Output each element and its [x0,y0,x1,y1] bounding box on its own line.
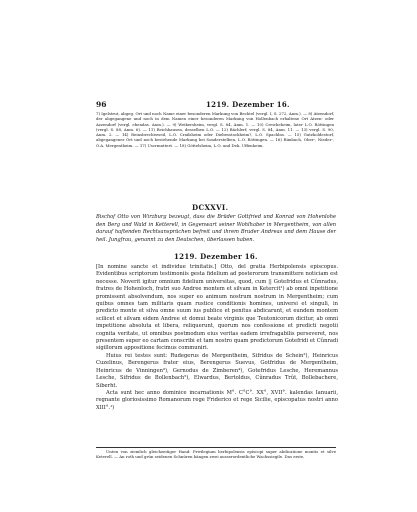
dating-paragraph: Acta sunt hec anno dominice incarnationis M°. C°C°. XX°, XVII°. kalendas Ianuarii, regnante gloriosissimo Romanorum rege Friderico et rege Sicilie, episcopatus nostri anno XIII°.¹) [96,389,338,411]
running-head: 1219. Dezember 16. [206,100,290,109]
charter-text [96,264,338,412]
witness-paragraph: Huius rei testes sunt: Rudegerus de Mergentheim, Sifridus de Schein²), Heinricus Cuzelinus, Berengerus frater eius, Berengerus Suevus, Gotfridus de Mergentheim, Heinricus de Vinningen³), Gernodus de Zimberen⁴), Gotefridus Lesche, Heremannus Lesche, Sifridus de Bollenbach⁵), Elwardus, Bertoldus, Cûnradus Trût, Bollebachere, Siberht. [96,352,338,389]
page-header [96,100,332,110]
footnote-block [96,449,336,459]
regest-text: Bischof Otto von Wirzburg bezeugt, dass die Brüder Gottfried und Konrad von Hohenlohe den Berg und Wald in Ketterell, in Gegenwart seiner Wohlhaber in Mergentheim, von allen darauf haftenden Rechtsansprüchen befreit und ihrem Bruder Andreas und dem Hause der heil. Jungfrau, genannt zu den Deutschen, überlassen haben. [96,214,336,243]
charter-paragraph: [In nomine sancte et individue trinitatis.] Otto, del gratia Herbipolensis episcopus. Evidentibus scriptorum testimoniis gesta fidelium ad posterorum transmittere noticiam est necesse. Noverit igitur omnium fidelium universitas, quod, cum || Gotefridus et Cûnradus, fratres de Hohenloch, fratri suo Andree montem et silvam in Ketercit¹) ab omni inpetitione promissent absolvendum, nos super eo animum nostrum nostrum in Mergentheim; cum quibus omnes tam militaris quam rustice conditionis homines, universi et singuli, in predicto monte et silva omne suum ius publice et penitus abdicarunt, et eundem montem scilicet et silvam eidem Andree et domui beate virginis que Teutonicorum dicitur, ab omni impetitione absoluta et libera, reliquerunt, quorum nos confessione et predicti negotii cognita veritate, ut omnibus postmodum eius veritas eadem irrefragabilis perseveret, nos presentem super eo cartam conscribi et tam nostro quam predictorum Gotefridi et Cûnradi sigillorum appositione fecimus communiri. [96,264,338,352]
notes-text: 7) Igelstrut, abgeg. Ort und noch Name einer besonderen Markung von Bechtel (vergl. I, S. 272, Anm.). — 8) Atzendorf, der abgegangene und noch in dem Namen einer besonderen Markung von Hollenbach erhaltene Ort Atzen- oder Azzendorf (vergl. ebendas. Anm.). — 9) Weikersheim, vergl. S. 84, Anm. 1. — 10) Creicheheim, later L.O. Röttingen (vergl. S. 88, Anm. 6). — 11) Reichhausen, desselben L.O. — 12) Bächlerf, vergl. S. 84, Anm. 11. — 13) vergl. S. 90, Anm. 2. — 14) Reinsbrechtsweil, L.O. Crailsheim oder Diebesstockheim?, L.O. Spachlns. — 15) Gutzholdestorf, abgegangener Ort und noch bestehende Markung bei Sonderstelben, L.O. Röttingen. — 16) Rimbach, Ober-, Nieder-, O.A. Mergentheim. — 17) Uscrmnttert. — 18) Göttelsheim, L.O. und Dek. Uffenheim. [96,111,334,148]
page-number: 96 [96,100,107,109]
footnote-divider [96,447,336,448]
document-date: 1219. Dezember 16. [174,252,258,261]
regest-summary [96,214,336,244]
document-number: DCXXVI. [192,203,229,212]
previous-document-notes [96,111,334,148]
footnote-text: Unten von ziemlich gleichzeitiger Hand: Privilegium herbipolensis episcopi super abdicatione montis et silve Keterell. — An roth und grün seidenen Schnüren hängen zwei ausserordentliche Wachssiegile. Das erste, [96,449,336,460]
